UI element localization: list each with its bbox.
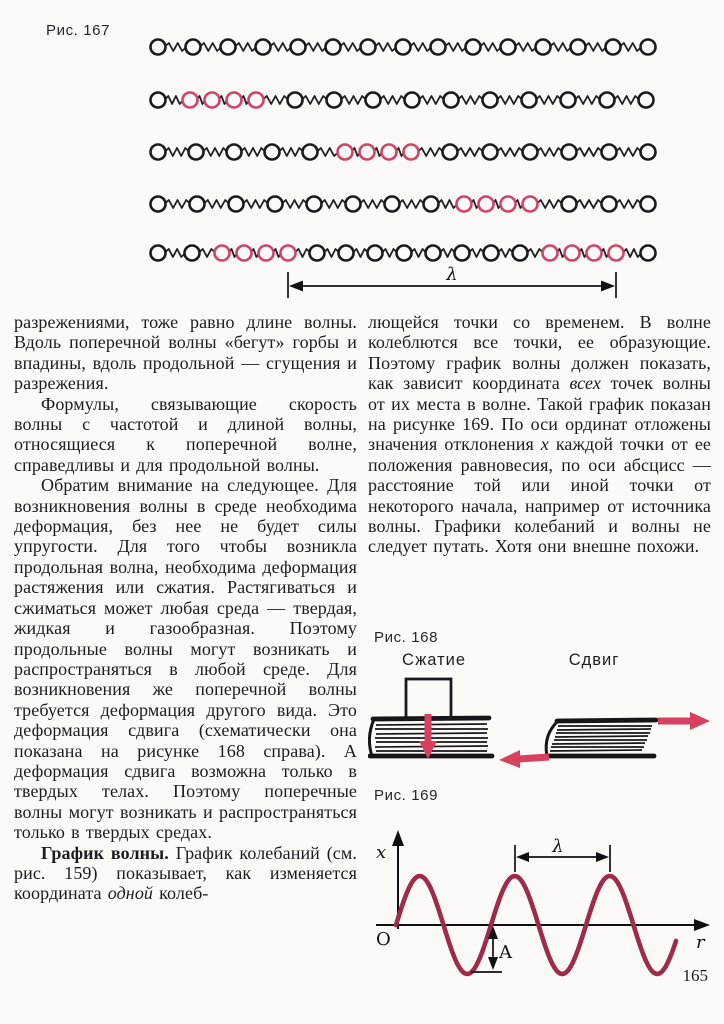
shear-arrow-right-head (690, 712, 710, 730)
particle (641, 40, 656, 55)
displaced-particle (565, 246, 580, 261)
particle (424, 197, 439, 212)
particle (466, 40, 481, 55)
spring (576, 200, 603, 208)
lambda-arrow-left (516, 852, 529, 862)
figure-168-label: Рис. 168 (374, 629, 439, 646)
particle (151, 246, 166, 261)
spring (241, 148, 266, 156)
spring (411, 249, 427, 257)
paragraph-wave-graph (14, 843, 357, 904)
particle (221, 40, 236, 55)
particle (602, 197, 617, 212)
shear-arrow-left-head (499, 750, 520, 768)
particle (562, 145, 577, 160)
x-axis-label: r (696, 932, 705, 953)
particle (368, 246, 383, 261)
spring (469, 249, 485, 257)
spring (199, 249, 216, 257)
displaced-particle (227, 93, 242, 108)
spring (235, 43, 257, 51)
displaced-particle (501, 197, 516, 212)
spring (576, 148, 603, 156)
spring (527, 249, 544, 257)
spring (200, 43, 222, 51)
italic-run: одной (107, 883, 154, 904)
particle (443, 145, 458, 160)
particle (641, 246, 656, 261)
bold-run: График волны. (41, 842, 169, 863)
particle (307, 197, 322, 212)
spring (438, 200, 458, 208)
displaced-particle (281, 246, 296, 261)
spring (324, 249, 340, 257)
particle (641, 145, 656, 160)
spring (295, 249, 311, 257)
particle (310, 246, 325, 261)
spring (165, 43, 187, 51)
book-spine (369, 719, 374, 756)
particle (431, 40, 446, 55)
text-run: Обратим внимание на следующее. Для возникновения волны в среде необходима деформация, без нее не будет силы упругости. Для того чтобы возникла продольная волна, необходима деформация растяжения или сжатия. Растягиваться и сжиматься может любая среда — твердая, жидкая и газообразная. Поэтому продольные волны могут возникать и распространяться в любой среде. Для возникновения же поперечной волны требуется деформация другого вида. Это деформация сдвига (схематически она показана на рисунке 168 справа). А деформация сдвига возможна только в твердых телах. Поэтому поперечные волны могут возникать и распространяться только в твердых средах. (14, 475, 357, 843)
pressing-block (406, 679, 451, 719)
spring (165, 249, 186, 257)
displaced-particle (338, 145, 353, 160)
figure-169-wave-graph (368, 782, 724, 1017)
displaced-particle (523, 197, 538, 212)
figure-169-label: Рис. 169 (374, 787, 439, 804)
spring (410, 43, 432, 51)
particle (523, 145, 538, 160)
particle (571, 40, 586, 55)
spring (497, 148, 524, 156)
spring (620, 43, 642, 51)
spring (515, 43, 537, 51)
particle (639, 93, 654, 108)
spring (399, 200, 425, 208)
particle (501, 40, 516, 55)
particle (536, 40, 551, 55)
particle (602, 145, 617, 160)
spring (382, 249, 398, 257)
particle (396, 40, 411, 55)
spring (457, 148, 484, 156)
displaced-particle (479, 197, 494, 212)
spring (537, 200, 563, 208)
compression-caption: Сжатие (401, 651, 467, 669)
spring (458, 96, 484, 104)
particle (291, 40, 306, 55)
spring (282, 200, 308, 208)
spring (537, 148, 563, 156)
figure-167-label: Рис. 167 (46, 22, 111, 39)
spring (340, 43, 362, 51)
spring (165, 200, 191, 208)
particle (444, 93, 459, 108)
text-run: разрежениями, тоже равно длине волны. Вдоль поперечной волны «бегут» горбы и впадины, вдоль продольной — сгущения и разрежения. (14, 312, 357, 394)
spring (279, 148, 304, 156)
figure-167-longitudinal-wave-diagram (0, 0, 724, 305)
particle (229, 197, 244, 212)
particle (641, 197, 656, 212)
amplitude-label: A (499, 942, 512, 963)
sheared-book (499, 712, 710, 768)
origin-label: O (376, 929, 391, 950)
displaced-particle (382, 145, 397, 160)
particle (600, 93, 615, 108)
spring (498, 249, 514, 257)
particle (190, 197, 205, 212)
left-column (14, 312, 357, 904)
displaced-particle (543, 246, 558, 261)
particle (268, 197, 283, 212)
displaced-particle (360, 145, 375, 160)
paragraph-deformation (14, 475, 357, 842)
spring (616, 148, 642, 156)
particle (327, 93, 342, 108)
spring (497, 96, 523, 104)
paragraph-continuation (14, 312, 357, 394)
spring (536, 96, 562, 104)
spring (380, 96, 406, 104)
displaced-particle (183, 93, 198, 108)
particle (151, 93, 166, 108)
particle (227, 145, 242, 160)
spring (203, 148, 228, 156)
spring (263, 96, 289, 104)
spring (616, 200, 642, 208)
spring (418, 148, 444, 156)
particle (303, 145, 318, 160)
particle (561, 93, 576, 108)
spring (575, 96, 601, 104)
displaced-particle (205, 93, 220, 108)
spring (623, 249, 642, 257)
particle (326, 40, 341, 55)
particle (151, 197, 166, 212)
spring (321, 200, 347, 208)
spring (165, 96, 184, 104)
displaced-particle (404, 145, 419, 160)
amplitude-arrow-down-head (488, 957, 498, 970)
spring (302, 96, 328, 104)
particle (288, 93, 303, 108)
y-axis-arrow-head (392, 830, 404, 846)
spring (341, 96, 367, 104)
italic-run: всех (569, 373, 601, 394)
spring (419, 96, 445, 104)
spring (270, 43, 292, 51)
particle (361, 40, 376, 55)
text-run: колеб- (153, 883, 209, 904)
particle (185, 246, 200, 261)
particle (151, 40, 166, 55)
particle (397, 246, 412, 261)
particle (483, 145, 498, 160)
spring (585, 43, 607, 51)
particle (562, 197, 577, 212)
particle (339, 246, 354, 261)
particle (256, 40, 271, 55)
text-run: лющейся точки со временем. В волне колеблются все точки, ее образующие. Поэтому график волны должен показать, как зависит координата (368, 312, 711, 394)
particle (405, 93, 420, 108)
particle (522, 93, 537, 108)
particle (455, 246, 470, 261)
particle (513, 246, 528, 261)
text-run: точек волны от их места в волне. Такой график показан на рисунке 169. По оси ординат отложены значения отклонения (368, 373, 712, 455)
particle (426, 246, 441, 261)
particle (346, 197, 361, 212)
particle (265, 145, 280, 160)
paragraph-wave-graph-continued (368, 312, 711, 557)
particle (151, 145, 166, 160)
displaced-particle (249, 93, 264, 108)
text-run: График колебаний (см. рис. 159) показывает, как изменяется координата (14, 842, 357, 904)
spring (305, 43, 327, 51)
shear-caption: Сдвиг (568, 651, 620, 669)
text-run: каждой точки от ее положения равновесия, по оси абсцисс — расстояние той или иной точки от некоторого начала, например от источника волны. Графики колебаний и волны не следует путать. Хотя они внешне похожи. (368, 434, 712, 557)
right-column (368, 312, 711, 557)
spring (440, 249, 456, 257)
spring (243, 200, 269, 208)
particle (385, 197, 400, 212)
text-run: Формулы, связывающие скорость волны с частотой и длиной волны, относящиеся к поперечной волне, справедливы и для продольной волны. (14, 393, 357, 475)
displaced-particle (587, 246, 602, 261)
spring (550, 43, 572, 51)
page-number: 165 (682, 966, 708, 985)
compressed-book (369, 679, 492, 759)
shear-arrow-left (518, 757, 549, 759)
spring (165, 148, 190, 156)
spring (445, 43, 467, 51)
particle (483, 93, 498, 108)
particle (189, 145, 204, 160)
particle (186, 40, 201, 55)
displaced-particle (457, 197, 472, 212)
wavelength-label: λ (446, 264, 458, 285)
spring (375, 43, 397, 51)
displaced-particle (215, 246, 230, 261)
wavelength-label: λ (552, 836, 564, 857)
spring (614, 96, 640, 104)
paragraph-formulas (14, 394, 357, 476)
spring (480, 43, 502, 51)
displaced-particle (609, 246, 624, 261)
figure-168-deformation-diagram (368, 622, 724, 782)
lambda-arrow-left (289, 281, 303, 292)
displaced-particle (237, 246, 252, 261)
spring (353, 249, 369, 257)
spring (360, 200, 386, 208)
particle (366, 93, 381, 108)
lambda-arrow-right (596, 852, 609, 862)
displaced-particle (259, 246, 274, 261)
x-axis-arrow-head (694, 919, 710, 931)
particle (484, 246, 499, 261)
particle (606, 40, 621, 55)
book-cover-top (557, 720, 656, 721)
lambda-arrow-right (601, 281, 615, 292)
spring (317, 148, 339, 156)
y-axis-label: x (376, 842, 387, 863)
spring (204, 200, 230, 208)
italic-run: x (540, 434, 549, 455)
